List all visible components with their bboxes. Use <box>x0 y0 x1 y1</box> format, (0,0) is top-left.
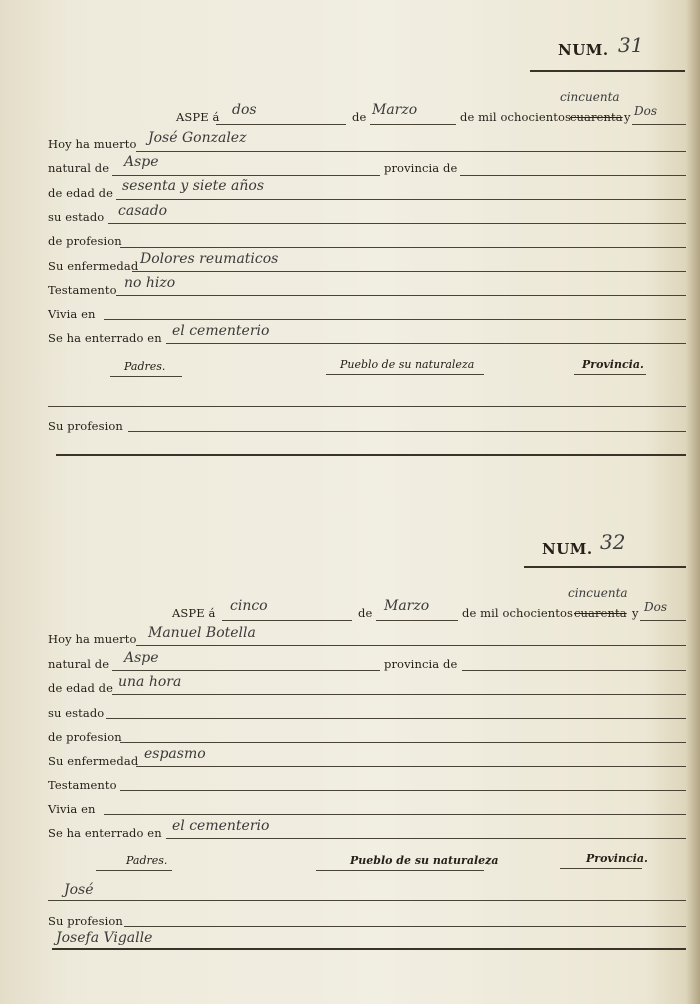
year-correction: cincuenta <box>560 90 620 104</box>
age-label: de edad de <box>48 681 114 695</box>
profession-line <box>120 247 686 248</box>
natural-value: Aspe <box>124 154 159 170</box>
record-number-value: 32 <box>600 530 626 554</box>
province-line <box>462 670 686 671</box>
year-units: Dos <box>644 600 668 614</box>
province-line <box>460 175 686 176</box>
testament-value: no hizo <box>124 275 176 291</box>
day-value: cinco <box>230 598 268 614</box>
testament-label: Testamento <box>48 283 117 297</box>
entry-end-line <box>52 948 686 950</box>
civil-status-label: su estado <box>48 706 105 720</box>
month-line <box>376 620 458 621</box>
buried-line <box>166 838 686 839</box>
province-label: provincia de <box>384 657 458 671</box>
record-number-value: 31 <box>618 33 644 57</box>
deceased-name: Manuel Botella <box>148 625 256 641</box>
buried-label: Se ha enterrado en <box>48 331 162 345</box>
father-name: José <box>64 882 94 898</box>
residence-label: Vivia en <box>48 307 96 321</box>
hometown-header-line <box>326 374 484 375</box>
illness-line <box>136 766 686 767</box>
father-line <box>48 900 686 901</box>
month-line <box>370 124 456 125</box>
testament-line <box>116 295 686 296</box>
month-de-label: de <box>358 606 373 620</box>
illness-label: Su enfermedad <box>48 754 139 768</box>
civil-status-line <box>106 718 686 719</box>
testament-line <box>120 790 686 791</box>
profession-label: de profesion <box>48 730 122 744</box>
hometown-header: Pueblo de su naturaleza <box>340 358 475 371</box>
buried-value: el cementerio <box>172 323 270 339</box>
month-de-label: de <box>352 110 367 124</box>
month-value: Marzo <box>372 102 418 118</box>
buried-line <box>166 343 686 344</box>
deceased-name: José Gonzalez <box>148 130 247 146</box>
year-line <box>632 124 686 125</box>
residence-line <box>104 319 686 320</box>
day-value: dos <box>232 102 257 118</box>
natural-value: Aspe <box>124 650 159 666</box>
province-label: provincia de <box>384 161 458 175</box>
age-label: de edad de <box>48 186 114 200</box>
deceased-line <box>136 151 686 152</box>
deceased-line <box>136 645 686 646</box>
residence-label: Vivia en <box>48 802 96 816</box>
province-header: Provincia. <box>586 852 648 865</box>
year-y: y <box>632 606 639 620</box>
month-value: Marzo <box>384 598 430 614</box>
record-number-label: NUM. <box>542 540 593 558</box>
province-header: Provincia. <box>582 358 644 371</box>
year-struck: cuarenta <box>570 110 623 124</box>
natural-label: natural de <box>48 161 110 175</box>
civil-status-line <box>108 223 686 224</box>
profession-line <box>120 742 686 743</box>
aspe-label: ASPE á <box>172 606 216 620</box>
buried-value: el cementerio <box>172 818 270 834</box>
day-line <box>222 620 352 621</box>
testament-label: Testamento <box>48 778 117 792</box>
died-label: Hoy ha muerto <box>48 632 137 646</box>
residence-line <box>104 814 686 815</box>
died-label: Hoy ha muerto <box>48 137 137 151</box>
day-line <box>216 124 346 125</box>
year-correction: cincuenta <box>568 586 628 600</box>
year-prefix: de mil ochocientos <box>460 110 572 124</box>
natural-line <box>112 175 380 176</box>
number-underline <box>524 566 686 568</box>
age-value: una hora <box>118 674 182 690</box>
parents-profession-line <box>124 926 686 927</box>
entry-end-line <box>56 454 686 456</box>
civil-status-label: su estado <box>48 210 105 224</box>
province-header-line <box>560 868 642 869</box>
parents-header-line <box>96 870 172 871</box>
age-line <box>112 694 686 695</box>
parents-header: Padres. <box>124 360 166 373</box>
parents-header-line <box>110 376 182 377</box>
number-underline <box>530 70 685 72</box>
illness-line <box>132 271 686 272</box>
year-prefix: de mil ochocientos <box>462 606 574 620</box>
parents-profession-line <box>128 431 686 432</box>
buried-label: Se ha enterrado en <box>48 826 162 840</box>
profession-label: de profesion <box>48 234 122 248</box>
hometown-header: Pueblo de su naturaleza <box>350 854 499 867</box>
record-number-label: NUM. <box>558 41 609 59</box>
natural-label: natural de <box>48 657 110 671</box>
illness-label: Su enfermedad <box>48 259 139 273</box>
father-line <box>48 406 686 407</box>
year-units: Dos <box>634 104 658 118</box>
parents-profession-label: Su profesion <box>48 914 123 928</box>
age-line <box>116 199 686 200</box>
year-struck: cuarenta <box>574 606 627 620</box>
natural-line <box>112 670 380 671</box>
year-y: y <box>624 110 631 124</box>
civil-status-value: casado <box>118 203 168 219</box>
mother-name: Josefa Vigalle <box>56 930 153 946</box>
province-header-line <box>574 374 646 375</box>
year-line <box>640 620 686 621</box>
aspe-label: ASPE á <box>176 110 220 124</box>
hometown-header-line <box>316 870 484 871</box>
parents-header: Padres. <box>126 854 168 867</box>
age-value: sesenta y siete años <box>122 178 265 194</box>
parents-profession-label: Su profesion <box>48 419 123 433</box>
illness-value: Dolores reumaticos <box>140 251 279 267</box>
illness-value: espasmo <box>144 746 206 762</box>
